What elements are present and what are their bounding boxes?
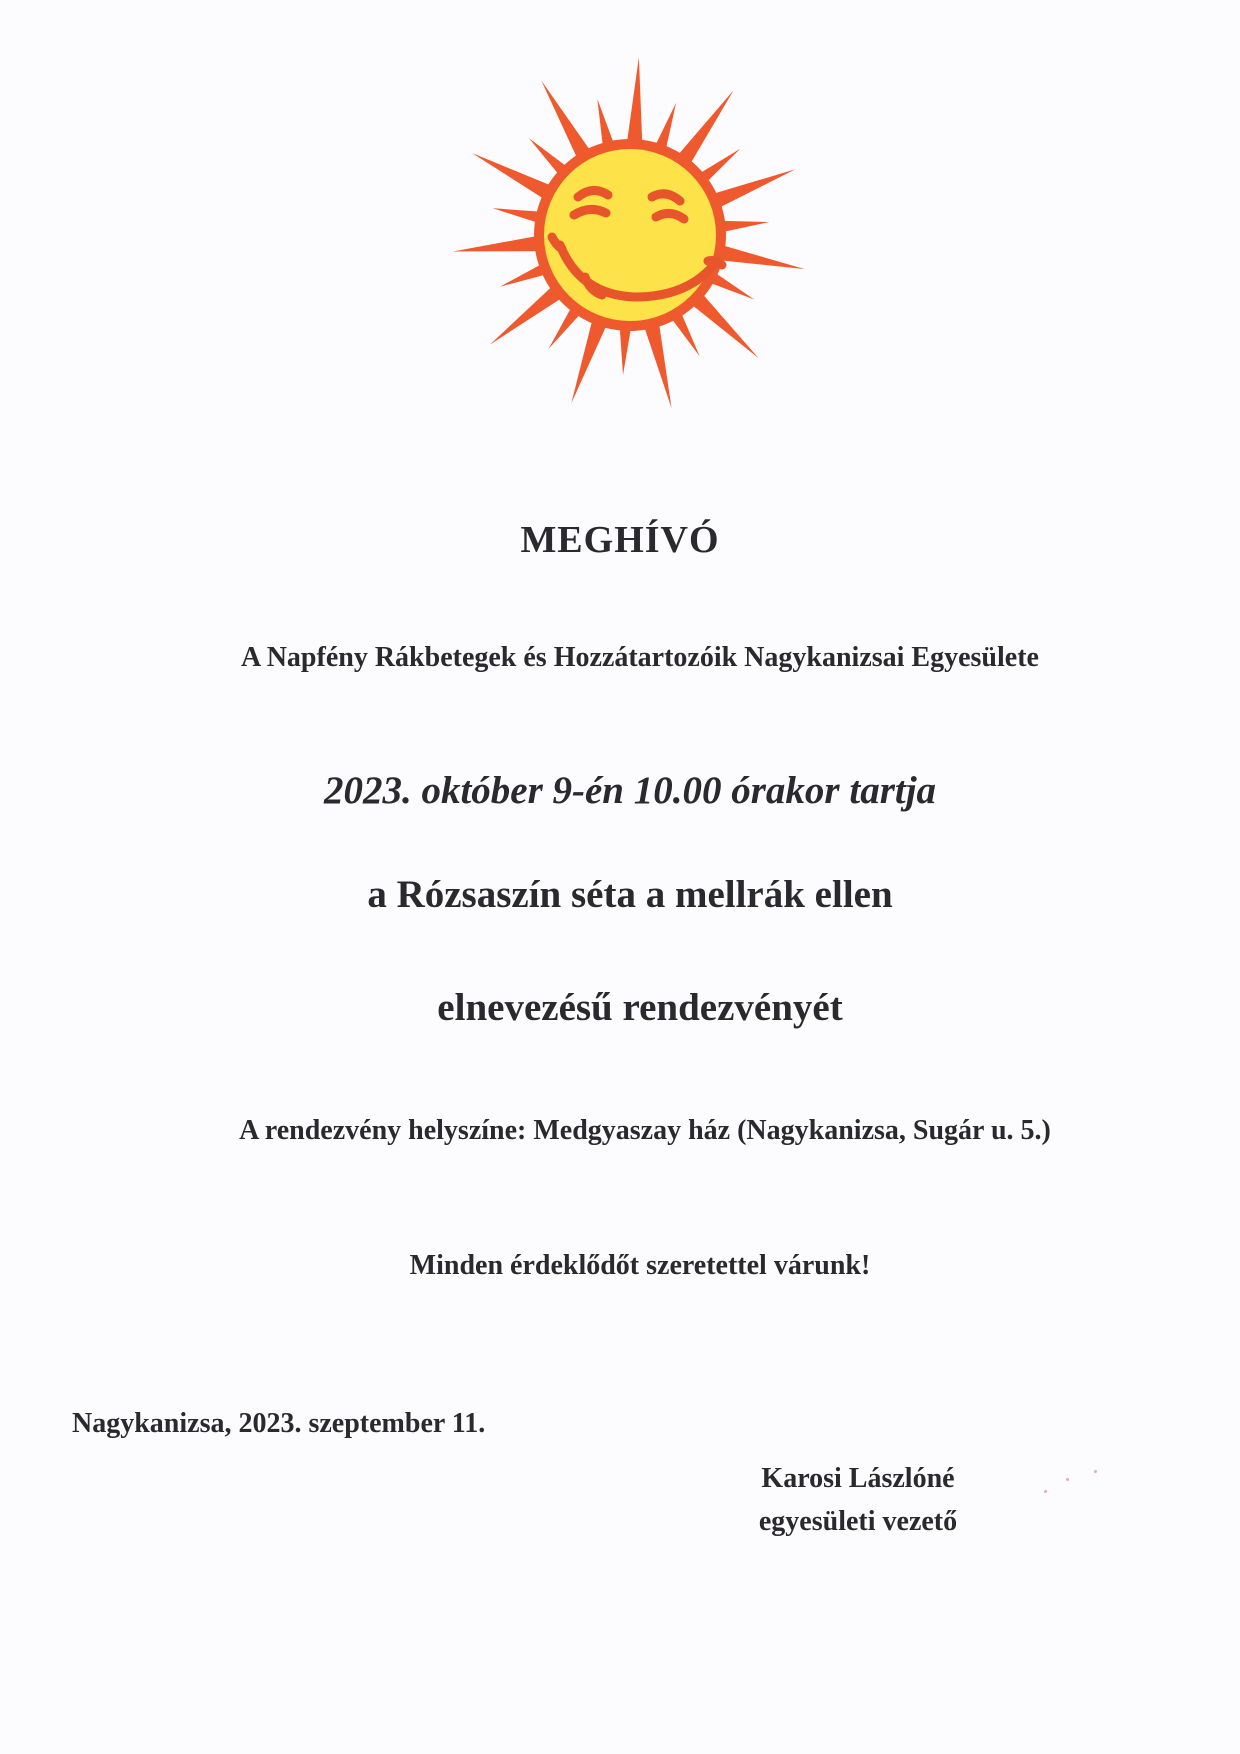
smile-right-cheek (708, 261, 722, 266)
signer-role: egyesületi vezető (758, 1506, 958, 1537)
event-venue: A rendezvény helyszíne: Medgyaszay ház (Nagykanizsa, Sugár u. 5.) (239, 1115, 1051, 1146)
event-name-line2: elnevezésű rendezvényét (437, 986, 843, 1029)
scan-speck (1066, 1478, 1069, 1481)
event-name-line1: a Rózsaszín séta a mellrák ellen (367, 873, 893, 916)
page-title: MEGHÍVÓ (520, 519, 720, 561)
smiling-sun-icon (430, 45, 830, 425)
signer-name: Karosi Lászlóné (761, 1463, 955, 1494)
welcome-text: Minden érdeklődőt szeretettel várunk! (409, 1250, 871, 1281)
event-date-time: 2023. október 9-én 10.00 órakor tartja (323, 769, 937, 812)
place-and-date: Nagykanizsa, 2023. szeptember 11. (72, 1408, 486, 1439)
scan-speck (1044, 1490, 1047, 1493)
scan-speck (1094, 1470, 1097, 1473)
organization-name: A Napfény Rákbetegek és Hozzátartozóik Nagykanizsai Egyesülete (241, 642, 1039, 673)
